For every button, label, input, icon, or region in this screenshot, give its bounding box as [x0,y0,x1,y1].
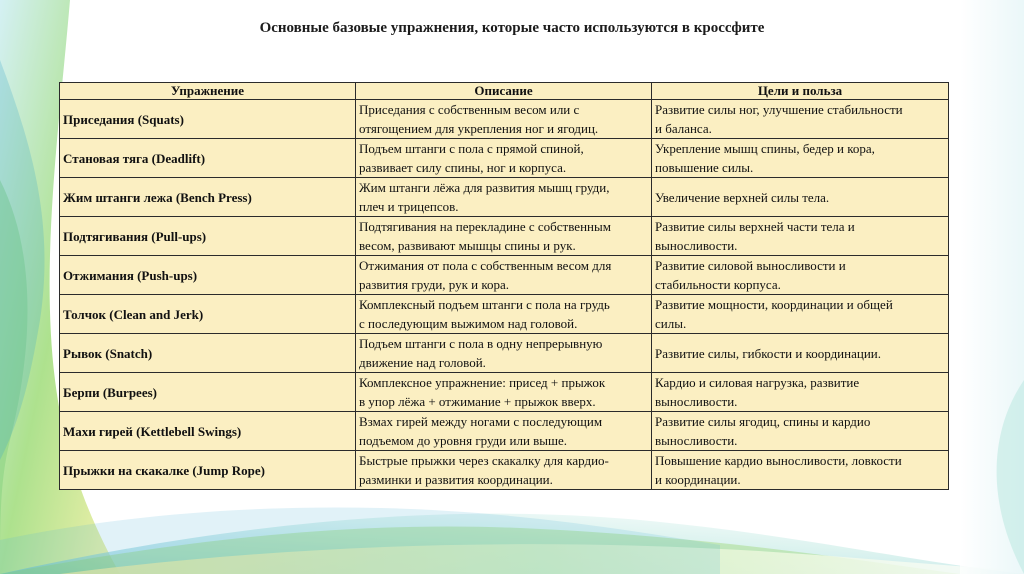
description-cell: Взмах гирей между ногами с последующим подъемом до уровня груди или выше. [356,412,652,451]
table-row [60,139,949,178]
table-row [60,100,949,139]
table-row [60,295,949,334]
goal-cell: Развитие силы ног, улучшение стабильности и баланса. [652,100,949,139]
column-header-exercise: Упражнение [60,83,356,100]
slide-title: Основные базовые упражнения, которые часто используются в кроссфите [259,20,765,36]
exercise-cell: Становая тяга (Deadlift) [60,139,356,178]
exercise-cell: Рывок (Snatch) [60,334,356,373]
exercises-table-wrapper [59,82,949,490]
table-row [60,217,949,256]
exercise-cell: Подтягивания (Pull-ups) [60,217,356,256]
exercises-table [59,82,949,490]
description-cell: Комплексный подъем штанги с пола на грудь с последующим выжимом над головой. [356,295,652,334]
exercise-cell: Приседания (Squats) [60,100,356,139]
description-cell: Комплексное упражнение: присед + прыжок в упор лёжа + отжимание + прыжок вверх. [356,373,652,412]
description-cell: Жим штанги лёжа для развития мышц груди, плеч и трицепсов. [356,178,652,217]
table-row [60,256,949,295]
description-cell: Подтягивания на перекладине с собственным весом, развивают мышцы спины и рук. [356,217,652,256]
goal-cell: Развитие силовой выносливости и стабильности корпуса. [652,256,949,295]
exercise-cell: Отжимания (Push-ups) [60,256,356,295]
description-cell: Подъем штанги с пола с прямой спиной, развивает силу спины, ног и корпуса. [356,139,652,178]
exercise-cell: Берпи (Burpees) [60,373,356,412]
exercise-cell: Жим штанги лежа (Bench Press) [60,178,356,217]
description-cell: Отжимания от пола с собственным весом для развития груди, рук и кора. [356,256,652,295]
exercise-cell: Толчок (Clean and Jerk) [60,295,356,334]
exercise-cell: Прыжки на скакалке (Jump Rope) [60,451,356,490]
table-row [60,451,949,490]
goal-cell: Укрепление мышц спины, бедер и кора, повышение силы. [652,139,949,178]
goal-cell: Кардио и силовая нагрузка, развитие выносливости. [652,373,949,412]
goal-cell: Развитие силы ягодиц, спины и кардио выносливости. [652,412,949,451]
table-row [60,412,949,451]
goal-cell: Развитие мощности, координации и общей силы. [652,295,949,334]
goal-cell: Развитие силы верхней части тела и выносливости. [652,217,949,256]
column-header-goals: Цели и польза [652,83,949,100]
table-row [60,373,949,412]
description-cell: Быстрые прыжки через скакалку для кардио- разминки и развития координации. [356,451,652,490]
table-row [60,178,949,217]
goal-cell: Развитие силы, гибкости и координации. [652,334,949,373]
exercise-cell: Махи гирей (Kettlebell Swings) [60,412,356,451]
table-header-row [60,83,949,100]
description-cell: Подъем штанги с пола в одну непрерывную движение над головой. [356,334,652,373]
description-cell: Приседания с собственным весом или с отягощением для укрепления ног и ягодиц. [356,100,652,139]
table-row [60,334,949,373]
goal-cell: Повышение кардио выносливости, ловкости и координации. [652,451,949,490]
goal-cell: Увеличение верхней силы тела. [652,178,949,217]
column-header-description: Описание [356,83,652,100]
